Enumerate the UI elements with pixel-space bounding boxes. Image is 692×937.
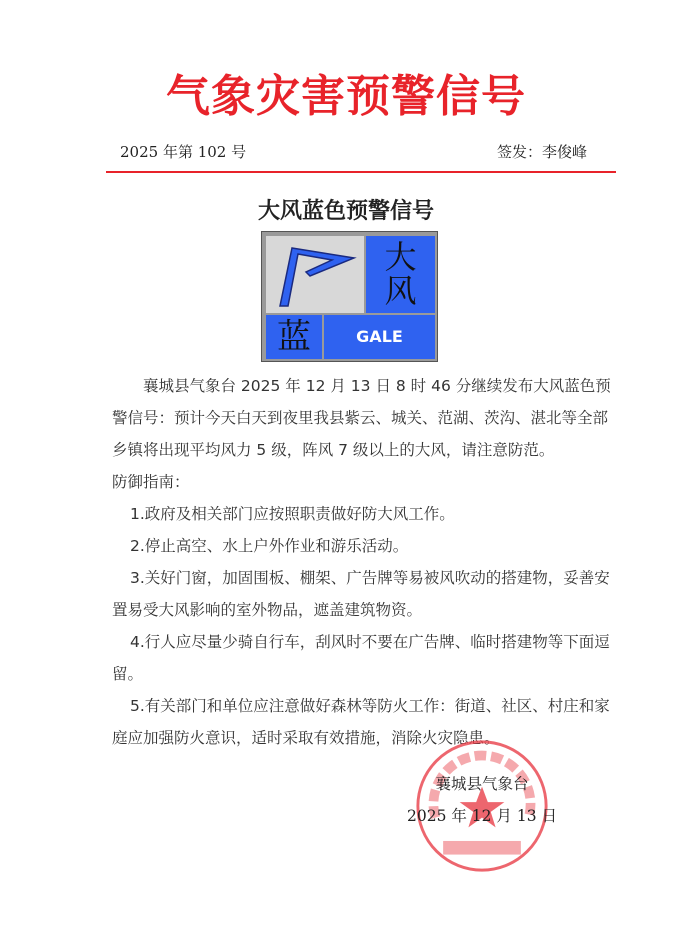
guide-item: 5.有关部门和单位应注意做好森林等防火工作：街道、社区、村庄和家庭应加强防火意识，适时采取有效措施，消除火灾隐患。: [112, 697, 610, 747]
icon-english-label: GALE: [324, 315, 435, 359]
icon-level-char: 蓝: [266, 315, 322, 359]
intro-paragraph: 襄城县气象台 2025 年 12 月 13 日 8 时 46 分继续发布大风蓝色预警信号：预计今天白天到夜里我县紫云、城关、范湖、茨沟、湛北等全部乡镇将出现平均风力 5 级，阵风 7 级以上的大风，请注意防范。: [112, 377, 611, 459]
issue-date: 2025 年 12 月 13 日: [406, 807, 558, 825]
icon-char-1: 大: [384, 238, 417, 276]
warning-title: 大风蓝色预警信号: [257, 199, 434, 224]
icon-char-2: 风: [384, 272, 417, 310]
document-body: [112, 370, 612, 754]
issuer: 襄城县气象台: [435, 775, 529, 793]
document-content: [112, 370, 612, 832]
icon-char-panel: [366, 236, 435, 313]
header-divider: [106, 171, 616, 173]
document-number: 2025 年第 102 号: [120, 143, 247, 161]
guide-item: 4.行人应尽量少骑自行车，刮风时不要在广告牌、临时搭建物等下面逗留。: [112, 633, 610, 683]
gale-blue-warning-icon: [261, 231, 438, 362]
guide-item: 2.停止高空、水上户外作业和游乐活动。: [130, 537, 409, 555]
signature-area: [402, 768, 562, 832]
guide-item: 3.关好门窗，加固围板、棚架、广告牌等易被风吹动的搭建物，妥善安置易受大风影响的室外物品，遮盖建筑物资。: [112, 569, 610, 619]
signer: 签发：李俊峰: [496, 143, 587, 161]
guide-label: 防御指南：: [112, 473, 190, 491]
document-title: 气象灾害预警信号: [166, 71, 526, 122]
flag-icon: [266, 236, 364, 313]
guide-item: 1.政府及相关部门应按照职责做好防大风工作。: [130, 505, 455, 523]
signature-block: [402, 768, 562, 832]
